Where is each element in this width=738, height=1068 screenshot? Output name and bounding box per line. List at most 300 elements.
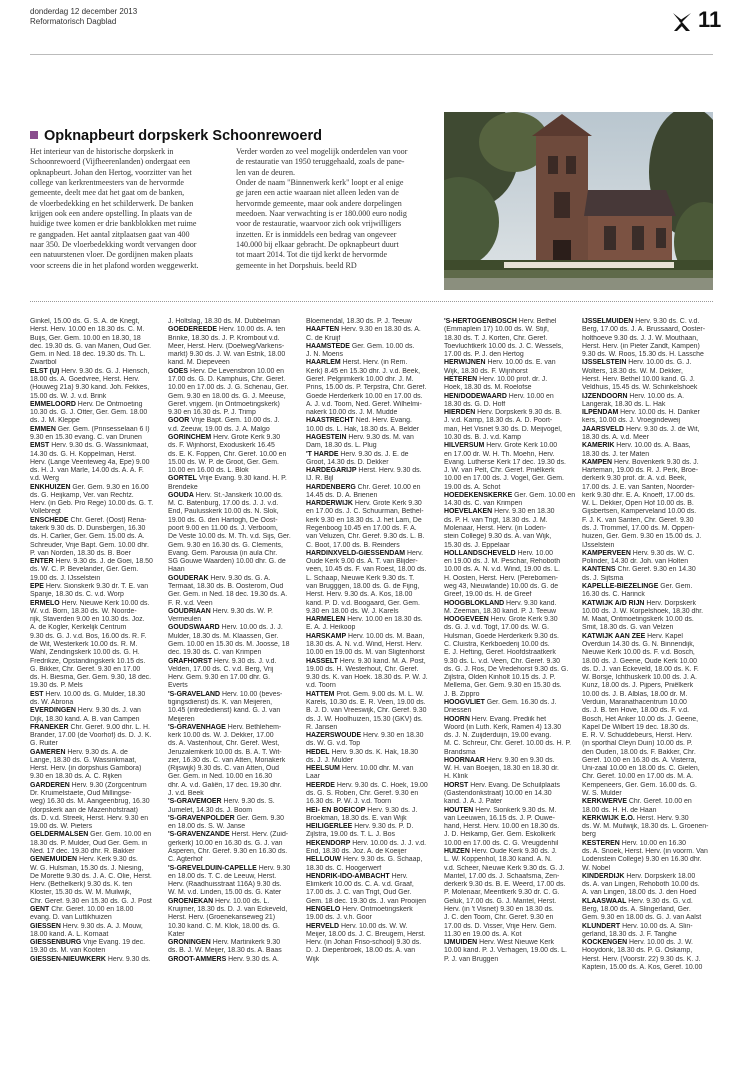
- listing-line: Kerk) 8.45 en 15.30 dhr. J. v.d. Beek,: [306, 367, 421, 375]
- listing-place-name: 'S-GRAVENPOLDER: [168, 814, 235, 822]
- listing-line: Ger. Gem. in Ned. 18 dec. 19.30 ds. A.: [168, 591, 288, 599]
- listing-line: Herst. Herv. 9.30 ds. A. Kos, 18.00: [306, 591, 413, 599]
- listing-line: ds. W. G. v.d. Top: [306, 740, 361, 748]
- listing-place-name: KLUNDERT: [582, 922, 621, 930]
- listing-line: Wijk: [306, 955, 320, 963]
- listing-line: HARDERWIJK Herv. Grote Kerk 9.30: [306, 500, 422, 508]
- listing-line: 18.30 ds. T. J. Korten, Chr. Geref.: [444, 334, 548, 342]
- listing-line: Fredrikze, Opstandingskerk 10.15 ds.: [30, 657, 146, 665]
- listing-line: EPE Herv. Sionskerk 9.30 dr. T. E. van: [30, 583, 149, 590]
- listing-line: poort 9.00 en 11.00 ds. J. Verboom,: [168, 525, 278, 533]
- listing-line: (Emmaplein 17) 10.00 ds. W. Stijf,: [444, 326, 549, 334]
- listing-line: Driessen: [444, 707, 472, 715]
- listing-line: Lodenstein College) 9.30 en 16.30 dhr.: [582, 856, 702, 864]
- listing-line: ERMELO Herv. Nieuwe Kerk 10.00 ds.: [30, 599, 150, 607]
- listing-line: Harteman, 19.00 ds. R. J. Perk, Broe-: [582, 467, 699, 475]
- listing-line: en 17.00 ds. J. C. Schuurman, Bethel-: [306, 508, 424, 516]
- listing-line: C. Cluistra, Kerkboederij 10.00 ds.: [444, 640, 550, 648]
- listing-line: Langerak, 18.30 ds. L. Hak: [582, 400, 666, 408]
- listing-line: hand, Herst. Herv. 10.00 en 18.30 ds.: [444, 823, 560, 831]
- listing-line: Mantel, 17.00 ds. J. Schaafsma, Zen-: [444, 872, 560, 880]
- listing-line: evang. D. van Luttikhuizen: [30, 914, 112, 922]
- listing-place-name: HARDERWIJK: [306, 500, 353, 508]
- listing-line: GENT Chr. Geref. 10.00 en 18.00: [30, 905, 134, 913]
- article-line: Het interieur van de historische dorpskerk in: [30, 147, 174, 156]
- listing-line: KAMERIK Herv. 10.00 ds. A. Baas,: [582, 442, 691, 450]
- listing-line: ds. J. Trommel, 17.00 ds. M. Oppen-: [582, 525, 695, 533]
- listing-place-name: 'S-GRAVEMOER: [168, 798, 222, 806]
- listing-line: v.d. Toorn: [306, 682, 336, 690]
- listing-line: Broekman, 18.30 ds. E. van Wijk: [306, 814, 407, 822]
- listing-line: KERKWERVE Chr. Geref. 10.00 en: [582, 798, 692, 806]
- listing-place-name: GROENEKAN: [168, 897, 214, 905]
- listing-place-name: HOLLANDSCHEVELD: [444, 549, 516, 557]
- listing-line: Herv. (in 't Visnet) 9.30 en 18.30 ds.: [444, 905, 554, 913]
- listing-line: HARDENBERG Chr. Geref. 10.00 en: [306, 483, 421, 491]
- listing-line: ENSCHEDE Chr. Geref. (Oost) Rena-: [30, 516, 147, 524]
- article-line: voor screens die in het plafond worden weggewerkt.: [30, 260, 199, 270]
- listing-line: Herv. (Bethelkerk) 9.30 ds. K. ten: [30, 881, 133, 889]
- listing-place-name: HARMELEN: [306, 616, 346, 624]
- listing-line: W. L. Dekker, Open Hof 10.00 ds. B.: [582, 500, 694, 508]
- listing-line: Meijeren: [168, 715, 195, 723]
- listing-line: J. N. Moens: [306, 351, 344, 359]
- listing-line: Gem. 9.30 en 18.00 ds. G. J. van Aalst: [582, 914, 702, 922]
- listing-line: Kunz, 18.00 ds. J. Pijpers, Pniëlkerk: [582, 682, 694, 690]
- listing-line: Nieuwe Kerk 10.00 ds. F. v.d. Bosch,: [582, 649, 695, 657]
- listing-place-name: HUIZEN: [444, 848, 470, 855]
- listing-line: Ned. 17 dec. 19.30 dhr. R. Bakker: [30, 848, 135, 855]
- listing-place-name: IJMUIDEN: [444, 939, 478, 947]
- listing-line: dhr. A. v.d. Galiën, 17 dec. 19.30 dhr.: [168, 781, 282, 789]
- listing-line: G. Bikker, Chr. Geref. 9.30 en 17.00: [30, 665, 141, 673]
- listing-line: v.d. Scheer, Nieuwe Kerk 9.30 ds. G. J.: [444, 864, 565, 872]
- listing-line: 15.30 ds. J. Eppelaar: [444, 541, 510, 549]
- listing-line: HERVELD Herv. 10.00 ds. W. W.: [306, 922, 408, 930]
- listing-line: Prins, 15.00 ds. P. Terpstra, Chr. Geref.: [306, 384, 427, 392]
- listing-line: ds. J. B. ten Hove, 18.00 ds. F. v.d.: [582, 707, 690, 715]
- listing-line: Spanje, 18.30 ds. C. v.d. Worp: [30, 591, 124, 599]
- listing-line: HEERDE Herv. 9.30 ds. C. Hoek, 19.00: [306, 781, 428, 789]
- listing-line: HARSKAMP Herv. 10.00 ds. M. Baan,: [306, 632, 425, 640]
- listing-line: kerk 9.30 en 18.30 ds. J. het Lam, De: [306, 516, 422, 524]
- listing-line: Zijlstra, 19.00 ds. T. L. J. Bos: [306, 831, 395, 839]
- listing-place-name: HEERDE: [306, 781, 335, 789]
- listing-line: GOES Herv. De Levensbron 10.00 en: [168, 367, 284, 375]
- listing-line: Gem. 9.30 en 18.00 ds. G. J. Meeuse,: [168, 392, 286, 400]
- article-line: Onder de naam "Binnenwerk kerk" loopt er al enige: [236, 178, 404, 188]
- listing-line: HATTEM Prot. Gem. 9.00 ds. M. L. W.: [306, 690, 424, 698]
- listing-line: ds. E. K. Foppen, Chr. Geref. 10.00 en: [168, 450, 287, 458]
- listing-place-name: HAZERSWOUDE: [306, 732, 362, 740]
- listing-line: ds. D. v.d. Streek, Herst. Herv. 9.30 en: [30, 814, 149, 822]
- headline-square-icon: [30, 131, 38, 139]
- listing-line: Geref. Pelgrimkerk 10.00 dhr. J. M.: [306, 375, 414, 383]
- listing-line: Vermeulen: [168, 616, 202, 624]
- listing-line: veen, 10.45 ds. F. van Roest, 18.00 ds.: [306, 566, 427, 574]
- listing-line: Geref. 10.00 en 16.30 ds. A. Visterra,: [582, 756, 697, 764]
- listing-place-name: HOEDEKENSKERKE: [444, 491, 513, 499]
- listing-line: Herst. Herv. (in Pieter Zandt, Kampen): [582, 342, 700, 350]
- listing-line: IJ. R. Bijl: [306, 475, 334, 483]
- listing-line: Meijer, 18.00 ds. J. C. Breugem, Herst.: [306, 930, 426, 938]
- listing-line: Herst. Herv. (in dorpshuis Gambora): [30, 765, 142, 773]
- article-line: len van de deuren.: [236, 167, 295, 177]
- listing-place-name: HATTEM: [306, 690, 335, 698]
- listing-line: huizen, Ger. Gem. 9.30 en 15.00 ds. J.: [582, 533, 702, 541]
- listing-line: 18.30 ds. G. D. Hoff: [444, 400, 506, 408]
- listing-place-name: GORINCHEM: [168, 433, 212, 441]
- listing-line: HEELSUM Herv. 10.00 dhr. M. van: [306, 765, 414, 773]
- article-line: 140.000 bij elkaar gebracht. De opknapbeurt duurt: [236, 240, 399, 250]
- listing-place-name: ENTER: [30, 558, 54, 566]
- listing-line: 18.30 ds. C. Hoogerwerf: [306, 864, 382, 872]
- listing-place-name: GOUDSWAARD: [168, 624, 220, 632]
- listing-line: Molenaar, Herst. Herv. (in Loden-: [444, 525, 547, 533]
- listing-line: JAARSVELD Herv. 9.30 ds. J. de Wit,: [582, 425, 700, 433]
- listing-line: HOOGEVEEN Herv. Grote Kerk 9.30: [444, 616, 558, 624]
- listing-line: Kempeneers, Ger. Gem. 16.00 ds. G.: [582, 781, 697, 789]
- listing-place-name: EMST: [30, 442, 50, 450]
- listing-line: 'S-GRAVEMOER Herv. 9.30 ds. S.: [168, 798, 275, 806]
- listing-line: Veldhuis, 15.45 ds. W. Schinkelshoek: [582, 384, 698, 392]
- listing-line: Velden, 17.00 ds. C. v.d. Berg, Vrij: [168, 665, 274, 673]
- listing-line: ds. G. Heijkamp, Ver. van Rechtz.: [30, 491, 134, 499]
- listing-line: Ginkel, 15.00 ds. G. S. A. de Knegt,: [30, 318, 140, 325]
- listing-line: 17.00 ds. D. Visser, Vrije Herv. Gem.: [444, 922, 557, 930]
- listing-place-name: GIESSENBURG: [30, 939, 82, 947]
- listing-place-name: HERWIJNEN: [444, 359, 486, 367]
- listing-line: 9.30 en 15.30 evang. C. van Drunen: [30, 433, 142, 441]
- listing-line: HOUTEN Herv. Sionkerk 9.30 ds. M.: [444, 806, 557, 814]
- listing-line: HAAMSTEDE Ger. Gem. 10.00 ds.: [306, 342, 415, 350]
- listing-place-name: GROOT-AMMERS: [168, 955, 227, 963]
- listing-line: W. H. van Boeijen, 18.30 en 18.30 dr.: [444, 765, 559, 773]
- listing-place-name: HEDEL: [306, 748, 330, 756]
- listing-line: L. Schaap, Nieuwe Kerk 9.30 ds. T.: [306, 574, 415, 582]
- listing-line: 17.00 ds. J. E. van Santen, Noorder-: [582, 483, 695, 491]
- listing-line: HARMELEN Herv. 10.00 en 18.30 ds.: [306, 616, 423, 624]
- listing-line: ds. W. C. P. Bevelander, Ger. Gem.: [30, 566, 139, 574]
- listing-line: Brinke, 18.30 ds. J. P. Krombout v.d.: [168, 334, 280, 342]
- listing-line: (Houweg 21a) 9.30 kand. Joh. Fekkes,: [30, 384, 150, 392]
- listing-line: kand. J. A. J. Pater: [444, 798, 503, 806]
- listing-line: End, Paulusskerk 10.00 ds. N. Slok,: [168, 508, 279, 516]
- listing-place-name: HORST: [444, 781, 469, 789]
- listing-line: ENTER Herv. 9.30 ds. J. de Goei, 18.50: [30, 558, 153, 566]
- listing-line: Evang. Lutherse Kerk 17 dec. 19.30 ds.: [444, 458, 566, 466]
- listing-line: GRONINGEN Herv. Martinikerk 9.30: [168, 939, 281, 947]
- listing-place-name: KLAASWAAL: [582, 897, 627, 905]
- listing-line: ds. H. Biesma, Ger. Gem. 9.30, 18 dec.: [30, 674, 152, 682]
- listing-line: 14.30 ds. G. H. Koppelman, Herst.: [30, 450, 137, 458]
- listing-line: 10.00 en 17.00 ds. J. Vogel, Ger. Gem.: [444, 475, 564, 483]
- listing-line: tigingsdienst) ds. K. van Meijeren,: [168, 698, 273, 706]
- listing-line: De Morette 9.30 ds. J. A. C. Olie, Herst.: [30, 872, 152, 880]
- listing-line: Zwartbol: [30, 359, 57, 367]
- listing-place-name: ILPENDAM: [582, 409, 619, 417]
- listing-line: 10.45 (intrededienst) kand. G. J. van: [168, 707, 281, 715]
- listing-line: SG Gouwe Waarden) 10.00 dhr. G. de: [168, 558, 286, 566]
- listing-place-name: HARSKAMP: [306, 632, 347, 640]
- listing-line: Toevluchtkerk 10.00 ds. J. C. Wessels,: [444, 342, 564, 350]
- church-photo-image: [444, 112, 713, 290]
- listing-line: HENDRIK-IDO-AMBACHT Herv.: [306, 872, 408, 880]
- listing-line: Schreuder, Vrije Bapt. Gem. 10.00 dhr.: [30, 541, 149, 549]
- listing-place-name: HOUTEN: [444, 806, 474, 814]
- article-line: voor de restauratie, waarvoor zich ook vrijwilligers: [236, 219, 402, 229]
- listing-line: en 17.00 dr. W. H. Th. Moehn, Herv.: [444, 450, 555, 458]
- article-line: gemeente in het Dorpshuis. beeld RD: [236, 260, 357, 270]
- listing-line: IJZENDOORN Herv. 10.00 ds. A.: [582, 392, 685, 400]
- listing-line: 10.00 en 17.00 ds. J. G. Schenau, Ger.: [168, 384, 289, 392]
- article-line: tot maart 2014. Tot die tijd kerkt de hervormde: [236, 250, 388, 260]
- listing-line: Jumelet, 14.30 ds. J. Boom: [168, 806, 253, 814]
- listing-line: 18.00 ds. H. H. de Haan: [582, 806, 657, 814]
- listing-line: W. Nobel: [582, 864, 611, 872]
- listing-place-name: KOCKENGEN: [582, 939, 628, 947]
- listing-line: HEKENDORP Herv. 10.00 ds. J. J. v.d.: [306, 839, 427, 847]
- listing-line: van Leeuwen, 16.15 ds. J. P. Ouwe-: [444, 814, 555, 822]
- listing-line: kerk 10.00 ds. W. J. Dekker, 17.00: [168, 732, 274, 740]
- article-line: een natuurstenen vloer. De gordijnen maken plaats: [30, 250, 193, 260]
- listing-line: HOORNAAR Herv. 9.30 en 9.30 ds.: [444, 756, 555, 764]
- listing-line: 9.30 ds. G. J. v.d. Bos, 16.00 ds. R. F.: [30, 632, 147, 640]
- listing-line: 18.30 ds. J. ter Maten: [582, 450, 650, 458]
- listing-line: D. J. Diepenbroek, 18.00 ds. A. van: [306, 947, 416, 955]
- listing-line: Kruijmer, 18.30 ds. D. J. van Eckeveld,: [168, 905, 288, 913]
- listing-line: M. C. Schreur, Chr. Geref. 10.00 ds. H. P.: [444, 740, 572, 748]
- listing-line: gerkerk) 10.00 en 16.30 ds. G. J. van: [168, 839, 283, 847]
- listing-line: W. v.d. Born, 18.30 ds. W. Noorde-: [30, 607, 137, 615]
- listing-place-name: HAAMSTEDE: [306, 342, 350, 350]
- listing-line: Smit, 18.30 ds. G. van Velzen: [582, 624, 674, 632]
- listing-line: 17.00 ds. J. C. van Trigt, Oud Ger.: [306, 889, 412, 897]
- listing-place-name: 'S-GRAVENHAGE: [168, 723, 226, 731]
- listing-line: Mellema, Ger. Gem. 9.30 en 15.30 ds.: [444, 682, 562, 690]
- listing-line: kand. P. D. v.d. Boogaard, Ger. Gem.: [306, 599, 420, 607]
- listing-line: 14.30 ds. C. van Krimpen: [444, 500, 523, 508]
- listing-line: ENKHUIZEN Ger. Gem. 9.30 en 16.00: [30, 483, 149, 491]
- listing-line: 18.30 ds. P. Mulder, Oud Ger. Gem. in: [30, 839, 148, 847]
- listing-line: takerk 9.30 ds. D. Dunsbergen, 16.30: [30, 525, 146, 533]
- listing-place-name: GENT: [30, 905, 50, 913]
- listing-line: 10.00 ds. J. W. Korpelshoek, 18.30 dhr.: [582, 607, 704, 615]
- listing-line: Overduin 14.30 ds. G. N. Binnendijk,: [582, 640, 695, 648]
- listing-place-name: GARDEREN: [30, 781, 70, 789]
- listing-line: IJSSELSTEIN Herv. 10.00 ds. G. J.: [582, 359, 692, 367]
- listing-line: ds. A. Snoek, Herst. Herv. (in voorm. Van: [582, 848, 708, 855]
- listing-line: 9.30 en 16.30 ds. P. J. Trimp: [168, 409, 256, 417]
- listing-line: KATWIJK A/D RIJN Herv. Dorpskerk: [582, 599, 696, 607]
- listing-line: Brendeke: [168, 483, 198, 491]
- listing-line: Gijsbertsen, Kamperveland 10.00 ds.: [582, 508, 697, 516]
- listing-line: C. Boot, 17.00 ds. B. Reinders: [306, 541, 400, 549]
- listing-line: J. B. Zippro: [444, 690, 480, 698]
- listing-line: Everts: [168, 682, 188, 690]
- listing-line: GOUDA Herv. St.-Janskerk 10.00 ds.: [168, 491, 283, 499]
- listing-line: 17.00 ds. G. D. Kamphuis, Chr. Geref.: [168, 375, 286, 383]
- listing-place-name: KAMPERVEEN: [582, 549, 631, 557]
- listing-line: W. M. v.d. Linden, 15.00 ds. G. Kater: [168, 889, 282, 897]
- listing-line: Zijlstra, Olden Kinholt 10.15 ds. J. P.: [444, 674, 556, 682]
- listing-line: ds. A. van Lingen, Rehoboth 10.00 ds.: [582, 881, 700, 889]
- listing-place-name: HAARLEM: [306, 359, 341, 367]
- listing-line: GIESSEN Herv. 9.30 ds. A. J. Mouw,: [30, 922, 143, 930]
- listing-line: Jeruzalemkerk 10.00 ds. B. A. T. Wit-: [168, 748, 282, 756]
- listing-line: ds. W. Abrona: [30, 698, 74, 706]
- listing-line: ds. J. Sijtsma: [582, 574, 624, 582]
- listing-line: ds. J. M. Kleppe: [30, 417, 80, 425]
- listing-line: J. W. van Pelt, Chr. Geref. Pniëlkerk: [444, 467, 555, 475]
- article-line: huidige twee komen er drie bankblokken met ruime: [30, 219, 197, 229]
- listing-line: 11.30 en 19.00 ds. A. Kot: [444, 930, 522, 938]
- listing-line: ds. H. J. van Marle, 14.00 ds. A. A. F.: [30, 467, 144, 475]
- listing-line: 15.00 ds. W. J. v.d. Brink: [30, 392, 107, 400]
- listing-line: Geref. vrijgem. (in Ontmoetingskerk): [168, 400, 280, 408]
- listing-line: Herv. (Lange Veenteweg 4a, Epe) 9.00: [30, 458, 150, 466]
- listing-line: 18.30 ds. A. N. v.d. Wind, Herst. Herv.: [306, 640, 423, 648]
- listing-line: ds. G. J. Ros, De Vredehorst 9.30 ds. G.: [444, 665, 569, 673]
- listing-line: 'S-GRAVENHAGE Herv. Bethlehem-: [168, 723, 282, 731]
- listing-line: ds. H. Carlier, Ger. Gem. 15.00 ds. A.: [30, 533, 145, 541]
- listing-line: R. Jansen: [306, 723, 338, 731]
- listing-line: 10.00 ds. A. N. v.d. Wind, 19.00 ds. L.: [444, 566, 560, 574]
- listing-line: 10.00 en 16.00 ds. L. Blok: [168, 467, 249, 475]
- listing-place-name: 'S-GRAVENZANDE: [168, 831, 230, 839]
- listing-place-name: IJSSELMUIDEN: [582, 318, 634, 325]
- listing-line: 10.00 kand. P. J. Verhagen, 19.00 ds. L.: [444, 947, 567, 955]
- listing-line: 10.30 kand. C. M. Klok, 18.00 ds. G.: [168, 922, 280, 930]
- listing-line: Evang. Gem. Parousia (in aula Chr.: [168, 549, 278, 557]
- listing-line: Woord (in Luth. Kerk, Ramen 4) 13.30: [444, 723, 562, 731]
- listing-place-name: HASSELT: [306, 657, 338, 665]
- listing-line: Herv. (Raadhuisstraat 116A) 9.30 ds.: [168, 881, 282, 889]
- listing-line: 19.00 ds. J. v.h. Goor: [306, 914, 372, 922]
- listing-line: ds. P. H. van Trigt, 18.30 ds. J. M.: [444, 516, 548, 524]
- masthead: [30, 7, 722, 39]
- listing-line: C. de Kruijf: [306, 334, 341, 342]
- listing-line: KOCKENGEN Herv. 10.00 ds. J. W.: [582, 939, 693, 947]
- listing-line: en 18.00 ds. S. W. Janse: [168, 823, 246, 831]
- listing-line: ds. D. J. van Eckeveld, 18.00 ds. K. F.: [582, 665, 699, 673]
- listing-line: (Gastendonkstraat) 10.00 en 14.30: [444, 790, 552, 798]
- listing-line: Bloemendal, 18.30 ds. P. J. Teeuw: [306, 318, 412, 325]
- listing-line: 18.00 ds. J. Geene, Oude Kerk 10.00: [582, 657, 697, 665]
- listing-line: KAPELLE-BIEZELINGE Ger. Gem.: [582, 583, 693, 590]
- listing-line: 'S-GRAVELAND Herv. 10.00 (beves-: [168, 690, 283, 698]
- listing-line: EVERDINGEN Herv. 9.30 ds. J. van: [30, 707, 141, 715]
- listing-line: W. G. Hulsman, 15.30 ds. J. Niesing,: [30, 864, 144, 872]
- listing-line: 19.30 ds. P. Mels: [30, 682, 83, 690]
- listing-line: ds. J. J. Mulder: [306, 756, 354, 764]
- listing-line: ELST (U) Herv. 9.30 ds. G. J. Hiensch,: [30, 367, 150, 375]
- listing-line: derkerk 9.30 ds. B. E. Weerd, 17.00 ds.: [444, 881, 566, 889]
- listing-line: Wolters, 18.30 ds. W. M. Dekker,: [582, 367, 683, 375]
- listing-place-name: GOEDEREEDE: [168, 326, 217, 334]
- listing-place-name: GORTEL: [168, 475, 197, 483]
- listing-line: A. van Lingen, 18.00 ds. J. den Hoed: [582, 889, 697, 897]
- listing-line: HETEREN Herv. 10.00 prof. dr. J.: [444, 375, 548, 383]
- listing-line: 9.30 en 18.30 ds. A. C. Rijken: [30, 773, 122, 781]
- listing-line: Vollebregt: [30, 508, 61, 516]
- listing-line: HASSELT Herv. 9.30 kand. M. A. Post,: [306, 657, 426, 665]
- masthead-date: donderdag 12 december 2013: [30, 7, 138, 16]
- listing-line: Ger. Gem. in Ned. 10.00 en 16.30: [168, 773, 273, 781]
- article-line: inzetten. Er is inmiddels een bedrag van ongeveer: [236, 229, 397, 239]
- article-headline: [30, 128, 430, 145]
- listing-line: HOORN Herv. Evang. Prediik het: [444, 715, 547, 723]
- listing-line: v.d. Zeeuw, 19.00 ds. J. A. Malgo: [168, 425, 270, 433]
- listing-place-name: HAAFTEN: [306, 326, 340, 334]
- listing-place-name: JAARSVELD: [582, 425, 625, 433]
- listing-place-name: IJSSELSTEIN: [582, 359, 627, 367]
- listing-line: Brander, 17.00 (de Voorhof) ds. D. J. K.: [30, 732, 152, 740]
- listing-line: derkerk 9.30 prof. dr. A. v.d. Beek,: [582, 475, 687, 483]
- listing-line: Buijs, Ger. Gem. 10.00 en 18.30, 18: [30, 334, 141, 342]
- article-line: Schoonrewoerd (Vijfheerenlanden) ondergaat een: [30, 157, 191, 167]
- listing-line: ds. J. N. Zuijderduijn, 19.00 evang.: [444, 732, 552, 740]
- listing-place-name: KAMERIK: [582, 442, 615, 450]
- listings-column-5: [582, 318, 715, 972]
- listings-column-4: [444, 318, 577, 964]
- listing-line: kers, 10.00 ds. J. Vroegindeweij: [582, 417, 681, 425]
- listing-line: 19.00 ds. H. Westerhout, Chr. Geref.: [306, 665, 419, 673]
- listing-line: 10.00 en 17.00 ds. C. G. Vreugdenhil: [444, 839, 559, 847]
- listing-line: KAMPERVEEN Herv. 9.30 ds. W. C.: [582, 549, 695, 557]
- listing-line: 10.30 ds. G. J. Otter, Ger. Gem. 18.00: [30, 409, 148, 417]
- listing-place-name: 'S-HERTOGENBOSCH: [444, 318, 517, 325]
- listing-line: Termaat, 18.30 ds. B. Oosterom, Oud: [168, 583, 284, 590]
- listing-line: HEI- EN BOEICOP Herv. 9.30 ds. J.: [306, 806, 418, 814]
- article-line: re gangpaden. Het aantal zitplaatsen gaat van 400: [30, 229, 190, 239]
- listing-line: HILVERSUM Herv. Grote Kerk 10.00: [444, 442, 558, 450]
- listing-line: J. v.d. Kamp, 18.30 ds. A. D. Poort-: [444, 417, 553, 425]
- listing-place-name: GRONINGEN: [168, 939, 211, 947]
- listing-line: Berg, 18.00 ds. A. Slingerland, Ger.: [582, 905, 691, 913]
- listing-line: de Wit, Westerkerk 10.00 ds. R. M.: [30, 640, 138, 648]
- listing-line: F. R. v.d. Veen: [168, 599, 213, 607]
- article-line: opknapbeurt. Johan den Hertog, voorzitter van het: [30, 167, 192, 177]
- listing-line: H. Klink: [444, 773, 468, 781]
- listing-line: GOUDRIAAN Herv. 9.30 ds. W. P.: [168, 607, 273, 615]
- listing-line: F. J. K. van Santen, Chr. Geref. 9.30: [582, 516, 694, 524]
- listing-place-name: KAMPEN: [582, 458, 613, 466]
- listing-place-name: HOORN: [444, 715, 470, 723]
- article-line: gemeente, deelt mee dat het gaat om de banken,: [30, 188, 185, 198]
- listing-line: GOEDEREEDE Herv. 10.00 ds. A. ten: [168, 326, 286, 334]
- listing-place-name: GOES: [168, 367, 189, 375]
- listing-line: Chr. Geref. 10.00 en 17.00 ds. M. A.: [582, 773, 694, 781]
- listing-line: Kloster, 15.30 ds. W. M. Muilwijk,: [30, 889, 132, 897]
- listing-place-name: HOOGBLOKLAND: [444, 599, 505, 607]
- listing-line: GIESSENBURG Vrije Evang. 19 dec.: [30, 939, 146, 947]
- listing-place-name: KERKWIJK E.O.: [582, 814, 635, 822]
- listing-line: 9.30 ds. W. Roos, 15.30 ds. H. Lassche: [582, 351, 704, 359]
- listing-line: Oude Kerk 9.00 ds. A. T. van Blijder-: [306, 558, 418, 566]
- listing-place-name: HILVERSUM: [444, 442, 485, 450]
- listing-line: GORINCHEM Herv. Grote Kerk 9.30: [168, 433, 281, 441]
- listing-place-name: HAGESTEIN: [306, 433, 347, 441]
- listing-line: Wijk, 18.30 ds. F. Wijnhorst: [444, 367, 528, 375]
- listing-place-name: EVERDINGEN: [30, 707, 76, 715]
- listing-place-name: GAMEREN: [30, 748, 66, 756]
- listing-line: Kaptein, 15.00 ds. A. Kos, Geref. 10.00: [582, 963, 703, 971]
- listing-place-name: HOORNAAR: [444, 756, 485, 764]
- listing-line: 'S-GRAVENZANDE Herst. Herv. (Zuid-: [168, 831, 289, 839]
- listing-line: M. C. Batenburg, 17.00 ds. J. J. v.d.: [168, 500, 279, 508]
- listing-line: HARDEGARIJP Herst. Herv. 9.30 ds.: [306, 467, 422, 475]
